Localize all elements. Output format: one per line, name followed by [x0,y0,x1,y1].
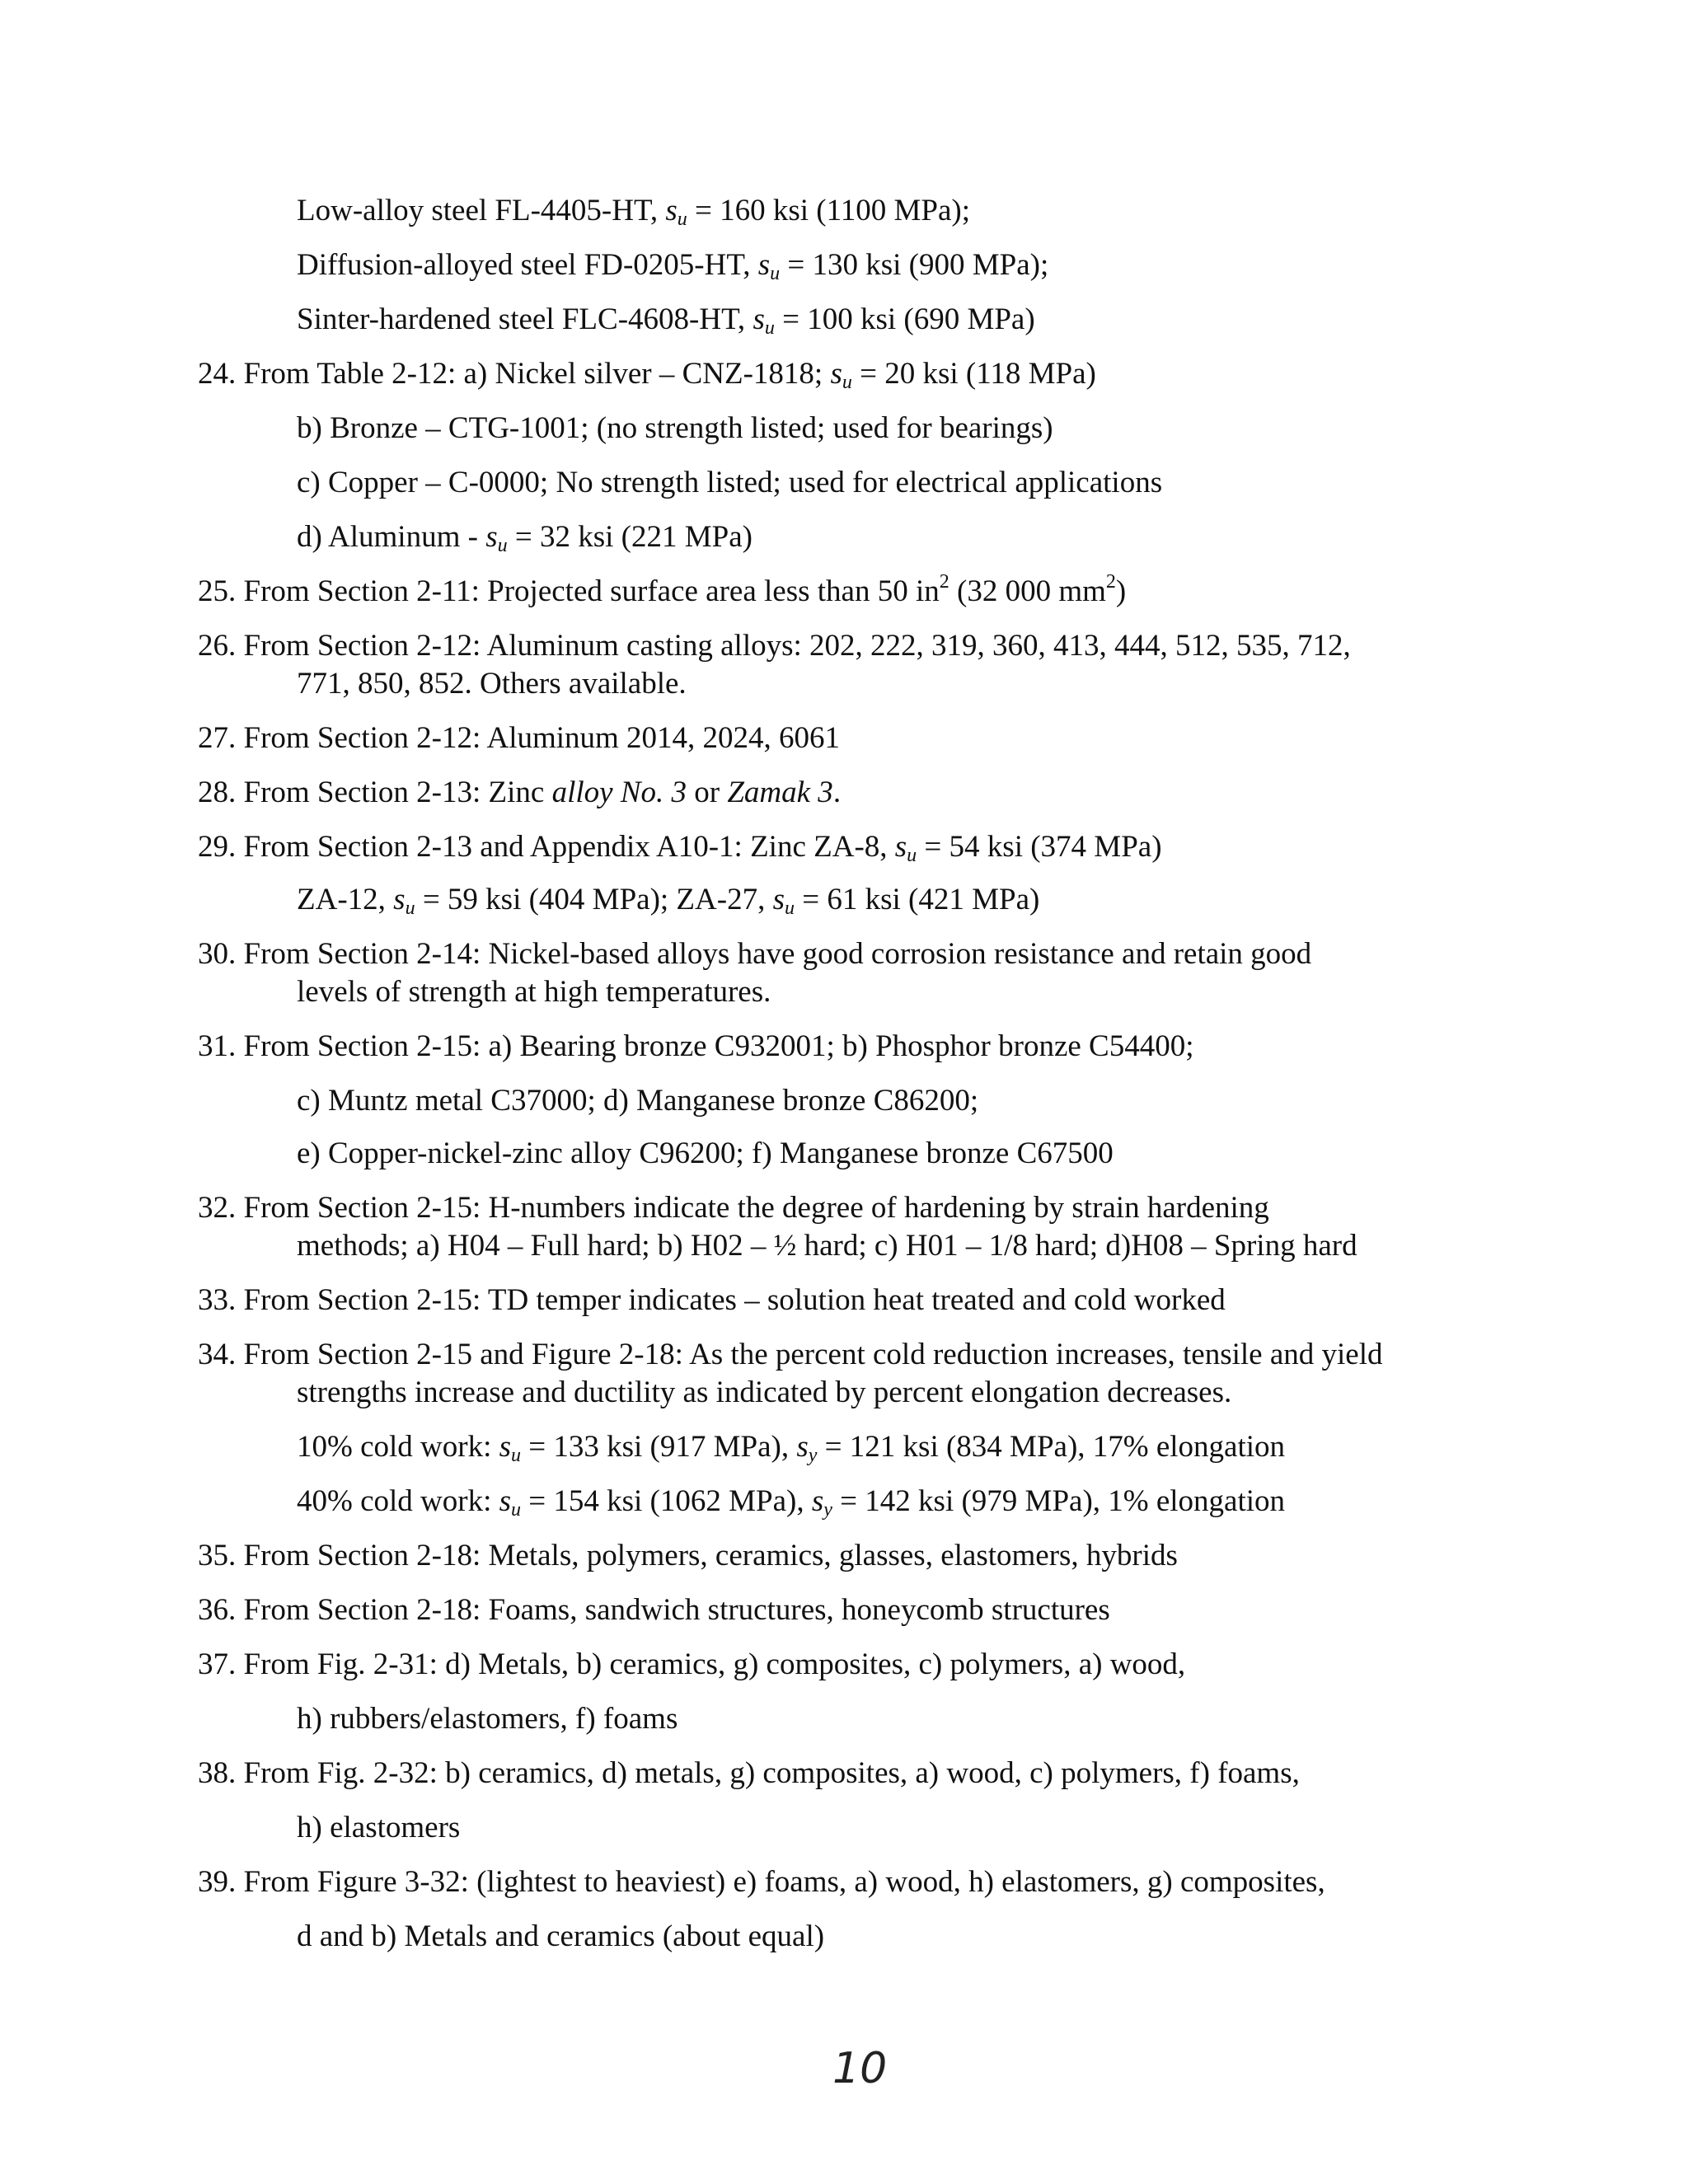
text-line: Low-alloy steel FL-4405-HT, $s_u = 160$ ksi (1100 MPa); [297,194,970,230]
list-item-36: 36. From Section 2-18: Foams, sandwich structures, honeycomb structures [198,1593,1110,1627]
list-item-38: 38. From Fig. 2-32: b) ceramics, d) metals, g) composites, a) wood, c) polymers, f) foams, [198,1756,1300,1790]
text-line: d) Aluminum - $s_u = 32$ ksi (221 MPa) [297,520,753,556]
list-item-35: 35. From Section 2-18: Metals, polymers, ceramics, glasses, elastomers, hybrids [198,1539,1178,1572]
text-line: levels of strength at high temperatures. [297,975,771,1009]
list-item-26: 26. From Section 2-12: Aluminum casting alloys: 202, 222, 319, 360, 413, 444, 512, 535, 712, [198,629,1351,663]
text-line: c) Muntz metal C37000; d) Manganese bronze C86200; [297,1084,979,1118]
text-line: strengths increase and ductility as indicated by percent elongation decreases. [297,1376,1232,1409]
text-line: d and b) Metals and ceramics (about equal) [297,1919,825,1953]
list-item-29: 29. From Section 2-13 and Appendix A10-1: Zinc ZA-8, $s_u = 54$ ksi (374 MPa) [198,830,1162,866]
text-line: c) Copper – C-0000; No strength listed; used for electrical applications [297,466,1163,499]
page-number: 10 [832,2044,888,2093]
text-line: 10% cold work: $s_u = 133$ ksi (917 MPa), $s_y = 121$ ksi (834 MPa), 17% elongation [297,1430,1286,1466]
text-line: 771, 850, 852. Others available. [297,667,687,701]
text-line: ZA-12, $s_u = 59$ ksi (404 MPa); ZA-27, $s_u = 61$ ksi (421 MPa) [297,883,1040,919]
list-item-25: 25. From Section 2-11: Projected surface area less than 50 $in^2$ (32 000 $mm^2$) [198,571,1127,608]
list-item-39: 39. From Figure 3-32: (lightest to heaviest) e) foams, a) wood, h) elastomers, g) composites, [198,1865,1325,1899]
list-item-33: 33. From Section 2-15: TD temper indicates – solution heat treated and cold worked [198,1283,1226,1317]
text-line: 40% cold work: $s_u = 154$ ksi (1062 MPa), $s_y = 142$ ksi (979 MPa), 1% elongation [297,1484,1286,1521]
list-item-24: 24. From Table 2-12: a) Nickel silver – CNZ-1818; $s_u = 20$ ksi (118 MPa) [198,357,1096,393]
list-item-28: 28. From Section 2-13: Zinc alloy No. 3 or Zamak 3. [198,776,842,809]
text-line: methods; a) H04 – Full hard; b) H02 – ½ hard; c) H01 – 1/8 hard; d)H08 – Spring hard [297,1229,1357,1263]
text-line: b) Bronze – CTG-1001; (no strength listed; used for bearings) [297,411,1053,445]
text-line: h) elastomers [297,1811,461,1844]
text-line: Diffusion-alloyed steel FD-0205-HT, $s_u = 130$ ksi (900 MPa); [297,248,1049,284]
list-item-37: 37. From Fig. 2-31: d) Metals, b) ceramics, g) composites, c) polymers, a) wood, [198,1647,1186,1681]
text-line: h) rubbers/elastomers, f) foams [297,1702,678,1736]
list-item-27: 27. From Section 2-12: Aluminum 2014, 2024, 6061 [198,721,841,755]
list-item-31: 31. From Section 2-15: a) Bearing bronze C932001; b) Phosphor bronze C54400; [198,1029,1194,1063]
list-item-30: 30. From Section 2-14: Nickel-based alloys have good corrosion resistance and retain good [198,937,1312,971]
list-item-34: 34. From Section 2-15 and Figure 2-18: As the percent cold reduction increases, tensile and yield [198,1338,1383,1371]
text-line: Sinter-hardened steel FLC-4608-HT, $s_u = 100$ ksi (690 MPa) [297,302,1035,339]
list-item-32: 32. From Section 2-15: H-numbers indicate the degree of hardening by strain hardening [198,1191,1269,1225]
text-line: e) Copper-nickel-zinc alloy C96200; f) Manganese bronze C67500 [297,1137,1114,1170]
